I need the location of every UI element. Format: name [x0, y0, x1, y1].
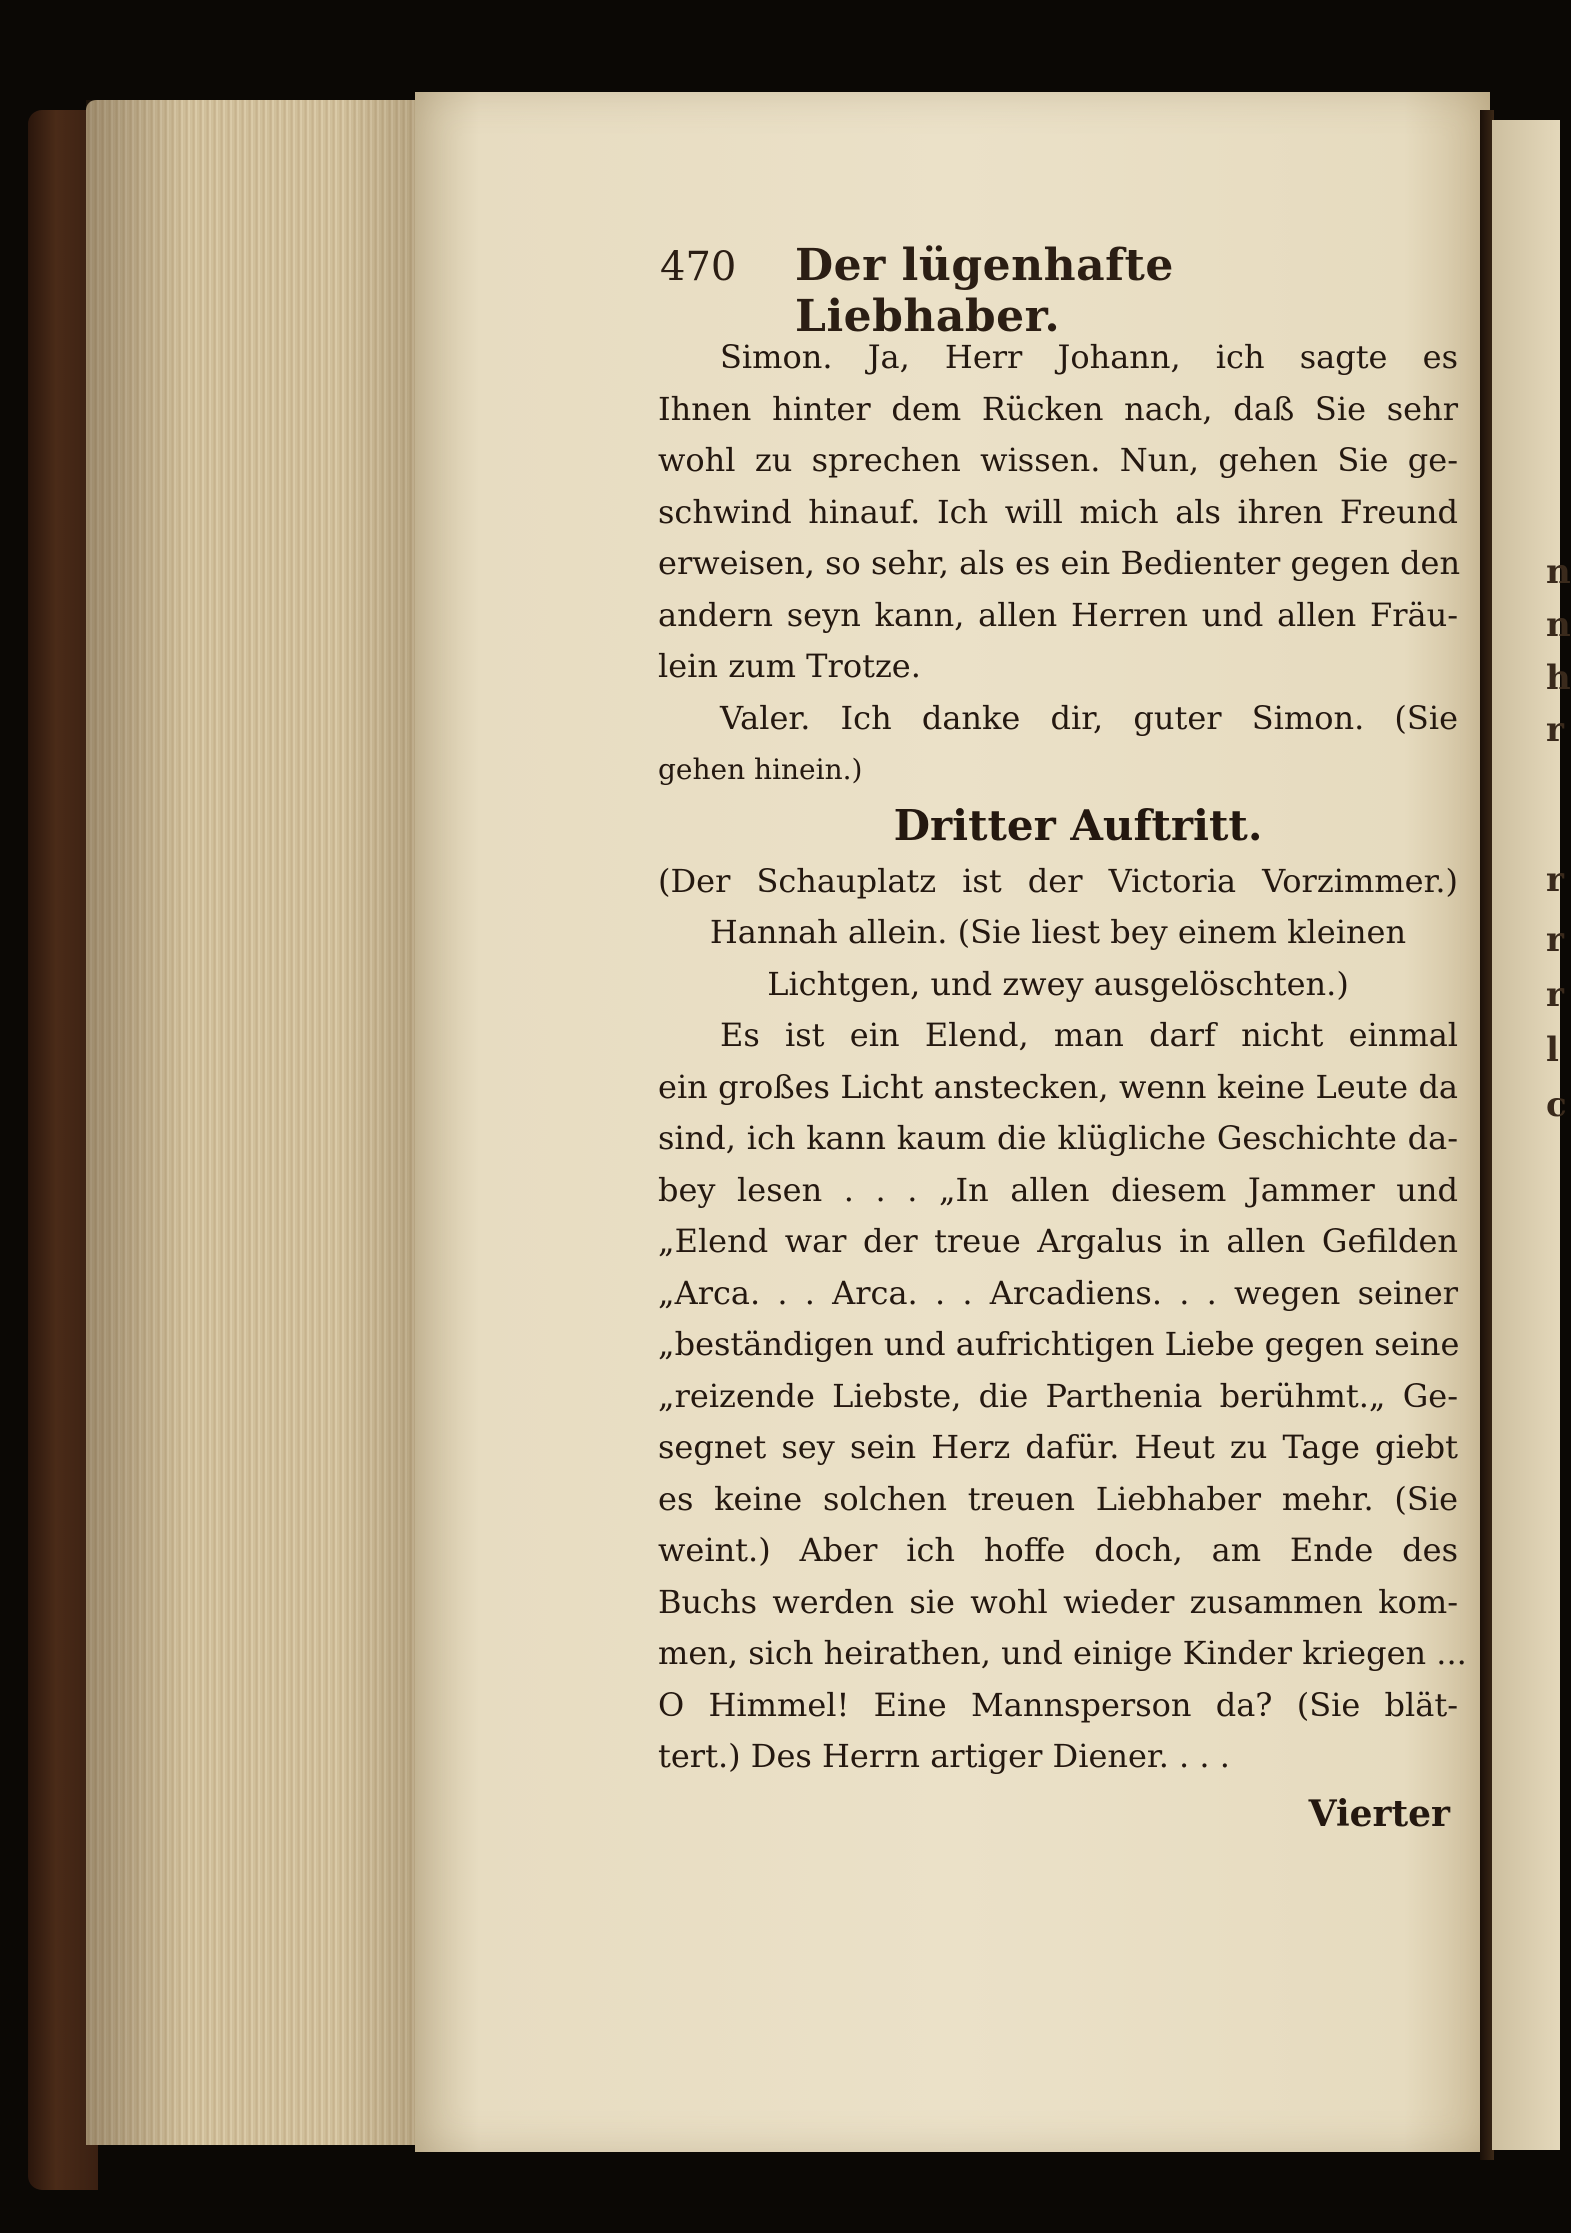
text-line: men, sich heirathen, und einige Kinder kriegen ...: [658, 1634, 1467, 1672]
text-line: weint.) Aber ich hoffe doch, am Ende des: [658, 1531, 1458, 1569]
page-header: [660, 240, 1420, 342]
facing-page-fragment: n: [1546, 552, 1571, 592]
text-line: tert.) Des Herrn artiger Diener. . . .: [658, 1737, 1230, 1775]
facing-page-fragment: r: [1546, 860, 1564, 900]
catchword: Vierter: [1308, 1792, 1450, 1835]
text-line: wohl zu sprechen wissen. Nun, gehen Sie ge-: [658, 441, 1458, 479]
text-line: Buchs werden sie wohl wieder zusammen kom-: [658, 1582, 1458, 1621]
text-line: „Elend war der treue Argalus in allen Gefilden: [658, 1222, 1458, 1260]
facing-page-edge: [1492, 120, 1571, 2150]
facing-page-fragment: h: [1546, 658, 1571, 698]
stage-direction: (Der Schauplatz ist der Victoria Vorzimmer.): [658, 861, 1458, 900]
facing-page-fragment: r: [1546, 710, 1564, 750]
facing-page-fragment: r: [1546, 975, 1564, 1015]
body-text: [658, 332, 1467, 1840]
stage-direction: Lichtgen, und zwey ausgelöschten.): [767, 964, 1349, 1003]
text-line: Ihnen hinter dem Rücken nach, daß Sie sehr: [658, 389, 1458, 428]
text-line: andern seyn kann, allen Herren und allen Fräu-: [658, 595, 1458, 634]
text-line: Valer. Ich danke dir, guter Simon. (Sie: [720, 698, 1458, 737]
running-title: Der lügenhafte Liebhaber.: [795, 240, 1174, 342]
text-line: „reizende Liebste, die Parthenia berühmt.„ Ge-: [658, 1376, 1458, 1415]
text-line: „Arca. . . Arca. . . Arcadiens. . . wegen seiner: [658, 1273, 1458, 1312]
text-line: erweisen, so sehr, als es ein Bedienter gegen den: [658, 544, 1461, 582]
text-line: sind, ich kann kaum die klügliche Geschichte da-: [658, 1119, 1458, 1157]
text-line: Simon. Ja, Herr Johann, ich sagte es: [720, 338, 1458, 376]
text-line: O Himmel! Eine Mannsperson da? (Sie blät-: [658, 1685, 1458, 1724]
facing-page-fragment: c: [1546, 1085, 1567, 1125]
text-line: lein zum Trotze.: [658, 647, 921, 685]
text-line: „beständigen und aufrichtigen Liebe gegen seine: [658, 1325, 1460, 1363]
facing-page-fragment: l: [1546, 1030, 1559, 1070]
stage-direction: Hannah allein. (Sie liest bey einem kleinen: [709, 913, 1407, 951]
facing-page-fragment: n: [1546, 605, 1571, 645]
text-line: gehen hinein.): [658, 753, 863, 786]
page-edges: [86, 100, 426, 2145]
facing-page-fragment: r: [1546, 920, 1564, 960]
text-line: schwind hinauf. Ich will mich als ihren Freund: [658, 492, 1458, 531]
text-line: bey lesen . . . „In allen diesem Jammer und: [658, 1170, 1458, 1209]
text-line: ein großes Licht anstecken, wenn keine Leute da: [658, 1067, 1458, 1106]
text-line: es keine solchen treuen Liebhaber mehr. (Sie: [658, 1479, 1458, 1518]
text-line: segnet sey sein Herz dafür. Heut zu Tage giebt: [658, 1428, 1458, 1466]
text-line: Es ist ein Elend, man darf nicht einmal: [720, 1016, 1458, 1054]
page-number: 470: [660, 244, 737, 290]
scene-heading: Dritter Auftritt.: [893, 800, 1263, 850]
